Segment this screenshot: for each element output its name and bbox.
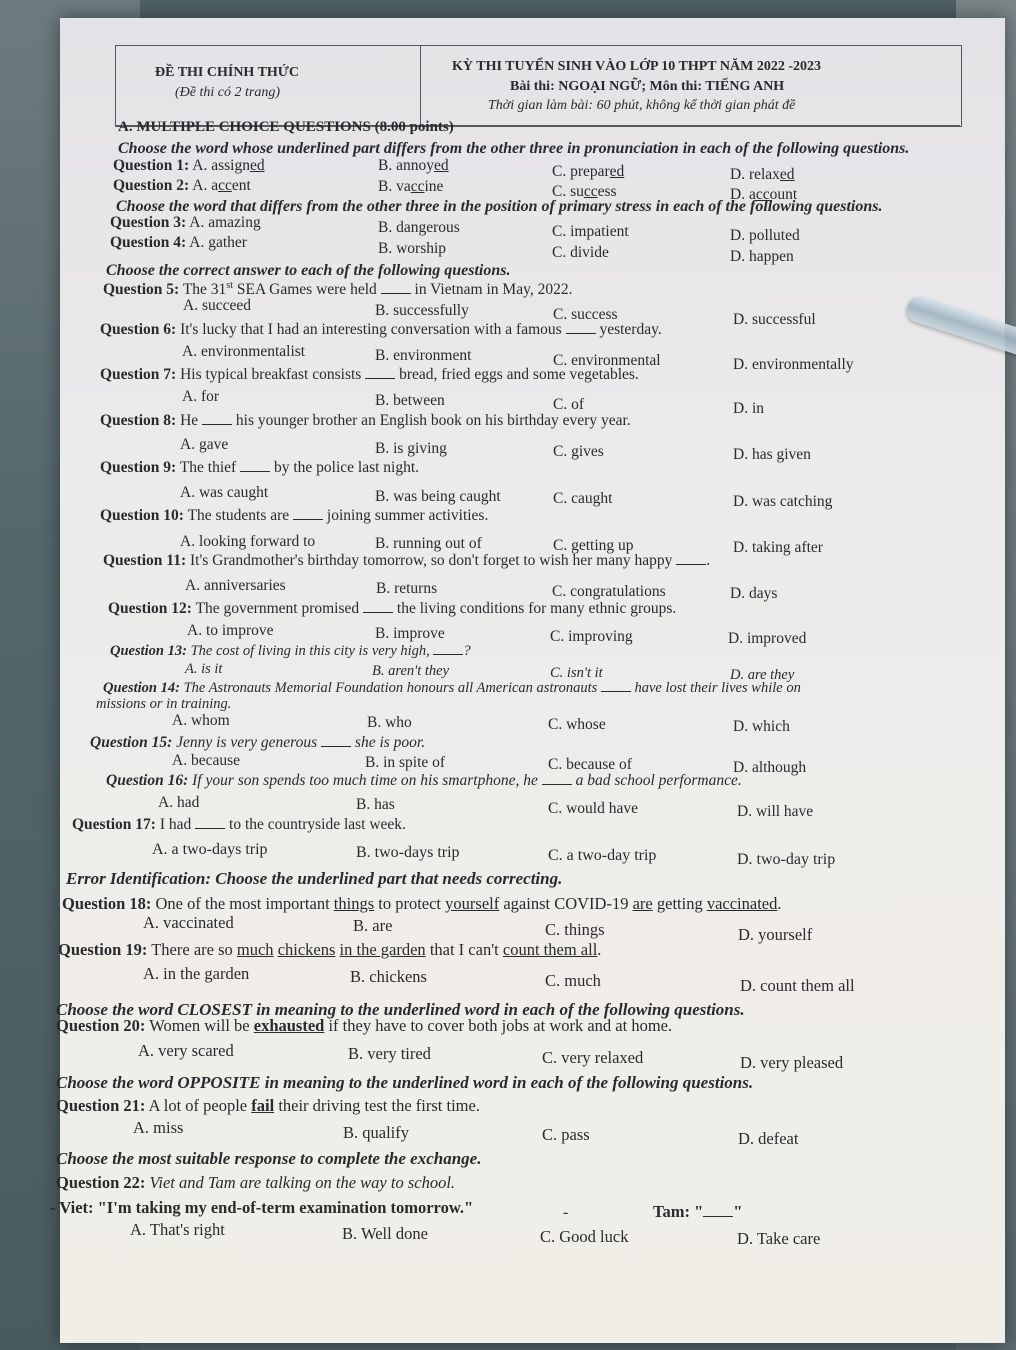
q12-option-a: A. to improve <box>187 622 274 639</box>
q10-stem-start: The students are <box>187 507 294 524</box>
q6-option-c: C. environmental <box>553 352 661 369</box>
q19-underline-3: in the garden <box>339 940 426 959</box>
q18-underline-4: vaccinated <box>706 894 778 913</box>
q9-option-a: A. was caught <box>180 484 269 501</box>
q2-d-underline: cc <box>755 186 770 203</box>
question-label: Question 16: <box>106 772 189 789</box>
q21-stem-start: A lot of people <box>148 1096 252 1115</box>
q14-stem-continued: missions or in training. <box>96 696 232 712</box>
q2-c-text: C. su <box>552 183 584 200</box>
q9-stem-start: The thief <box>179 459 241 476</box>
q7-option-d: D. in <box>733 400 764 417</box>
section-a-title: A. MULTIPLE CHOICE QUESTIONS (8.00 points) <box>118 119 454 135</box>
instruction-stress: Choose the word that differs from the other three in the position of primary stress in each of the following questions. <box>116 198 883 215</box>
question-label: Question 9: <box>100 459 177 476</box>
question-15 <box>90 734 425 752</box>
q1-option-b <box>378 157 449 175</box>
q5-stem-end: in Vietnam in May, 2022. <box>410 281 573 299</box>
q18-text-3: against COVID-19 <box>499 894 633 913</box>
q21-stem-end: their driving test the first time. <box>274 1096 480 1115</box>
q8-stem-start: He <box>180 412 203 429</box>
q3-option-a: A. amazing <box>189 214 261 231</box>
q6-option-b: B. environment <box>375 347 472 364</box>
q15-stem-end: she is poor. <box>351 734 426 751</box>
q17-stem-end: to the countryside last week. <box>225 816 406 833</box>
q22-option-d: D. Take care <box>737 1229 821 1248</box>
question-label: Question 11: <box>103 552 187 569</box>
q6-option-d: D. environmentally <box>733 356 854 373</box>
q18-underline-3: are <box>632 894 653 913</box>
q10-option-a: A. looking forward to <box>180 533 316 550</box>
q21-option-c: C. pass <box>542 1125 590 1144</box>
q5-option-b: B. successfully <box>375 302 469 319</box>
q14-option-c: C. whose <box>548 716 606 733</box>
question-16 <box>106 772 742 790</box>
q17-option-c: C. a two-day trip <box>548 847 657 864</box>
question-21 <box>56 1097 480 1115</box>
q1-c-underline: ed <box>609 163 625 180</box>
question-label: Question 8: <box>100 412 177 429</box>
q8-option-a: A. gave <box>180 436 229 453</box>
q3-option-d: D. polluted <box>730 227 800 244</box>
q22-tam-line <box>653 1203 742 1221</box>
q4-option-c: C. divide <box>552 244 609 261</box>
q19-text-1: There are so <box>151 940 237 959</box>
question-label: Question 7: <box>100 366 177 383</box>
q16-option-b: B. has <box>356 796 395 813</box>
instruction-error-identification: Error Identification: Choose the underlined part that needs correcting. <box>66 869 563 888</box>
question-label: Question 12: <box>108 600 192 617</box>
question-label: Question 6: <box>100 321 177 338</box>
q18-option-b: B. are <box>353 916 393 935</box>
q11-option-d: D. days <box>730 585 778 602</box>
q10-option-b: B. running out of <box>375 535 482 552</box>
header-right-time: Thời gian làm bài: 60 phút, không kể thời gian phát đề <box>488 98 796 113</box>
question-label: Question 22: <box>56 1173 146 1192</box>
q10-option-d: D. taking after <box>733 539 823 556</box>
q21-underlined-word: fail <box>251 1096 275 1115</box>
q12-stem-end: the living conditions for many ethnic groups. <box>393 600 677 617</box>
q2-d-rest: ount <box>769 186 798 203</box>
q20-underlined-word: exhausted <box>253 1016 325 1035</box>
q20-stem-start: Women will be <box>149 1016 254 1035</box>
q11-option-b: B. returns <box>376 580 438 597</box>
q8-option-c: C. gives <box>553 443 604 460</box>
header-right-title: KỲ THI TUYỂN SINH VÀO LỚP 10 THPT NĂM 2022 -2023 <box>452 59 821 74</box>
q20-option-a: A. very scared <box>138 1041 234 1060</box>
q19-option-b: B. chickens <box>350 967 427 986</box>
q1-d-text: D. relax <box>730 166 780 183</box>
q14-stem-end: have lost their lives while on <box>630 680 801 696</box>
q22-stem: Viet and Tam are talking on the way to school. <box>149 1173 456 1192</box>
q3-option-c: C. impatient <box>552 223 629 240</box>
q12-option-c: C. improving <box>550 628 633 645</box>
q2-b-rest: ine <box>424 178 444 195</box>
q13-stem-end: ? <box>463 643 471 659</box>
q9-option-b: B. was being caught <box>375 488 501 505</box>
q1-option-a-underline: ed <box>249 157 265 174</box>
q11-stem-start: It's Grandmother's birthday tomorrow, so don't forget to wish her many happy <box>189 552 677 569</box>
q1-c-text: C. prepar <box>552 163 610 180</box>
q13-option-c: C. isn't it <box>550 665 603 681</box>
q13-option-d: D. are they <box>730 667 795 683</box>
q2-c-rest: ess <box>597 183 617 200</box>
q15-option-c: C. because of <box>548 756 632 773</box>
question-label: Question 5: <box>103 281 180 299</box>
question-label: Question 4: <box>110 234 187 251</box>
q18-option-c: C. things <box>545 920 605 939</box>
header-right-sub: Bài thi: NGOẠI NGỮ; Môn thi: TIẾNG ANH <box>510 79 785 94</box>
question-label: Question 13: <box>110 643 187 659</box>
question-5 <box>103 277 572 299</box>
q18-option-a: A. vaccinated <box>143 913 234 932</box>
q2-a-rest: ent <box>231 177 251 194</box>
q5-stem-mid: SEA Games were held <box>232 281 381 299</box>
question-18 <box>62 895 782 913</box>
question-label: Question 15: <box>90 734 173 751</box>
q19-text-4: that I can't <box>425 940 503 959</box>
q12-option-d: D. improved <box>728 630 807 647</box>
q8-option-d: D. has given <box>733 446 811 463</box>
answer-blank <box>566 321 596 334</box>
question-6 <box>100 321 662 339</box>
q5-option-a: A. succeed <box>183 297 251 314</box>
q9-option-d: D. was catching <box>733 493 833 510</box>
q2-b-text: B. va <box>378 178 411 195</box>
question-13 <box>110 642 471 660</box>
q16-option-a: A. had <box>158 794 200 811</box>
q5-superscript: st <box>226 280 233 291</box>
q2-a-text: A. a <box>192 177 219 194</box>
q17-stem-start: I had <box>159 816 196 833</box>
q5-option-c: C. success <box>553 306 618 323</box>
q2-a-underline: cc <box>218 177 232 194</box>
question-4 <box>110 234 247 252</box>
q18-text-4: getting <box>652 894 707 913</box>
q16-option-c: C. would have <box>548 800 638 817</box>
q4-option-d: D. happen <box>730 248 794 265</box>
question-label: Question 20: <box>56 1016 146 1035</box>
q15-option-b: B. in spite of <box>365 754 446 771</box>
question-label: Question 14: <box>103 680 180 696</box>
instruction-pronunciation: Choose the word whose underlined part differs from the other three in pronunciation in each of the following questions. <box>118 140 910 157</box>
q15-option-d: D. although <box>733 759 807 776</box>
q2-c-underline: cc <box>583 183 598 200</box>
q4-option-a: A. gather <box>189 234 247 251</box>
q20-option-b: B. very tired <box>348 1044 431 1063</box>
question-11 <box>103 552 710 570</box>
q5-option-d: D. successful <box>733 311 816 328</box>
q14-stem-start: The Astronauts Memorial Foundation honours all American astronauts <box>183 680 601 696</box>
q21-option-b: B. qualify <box>343 1123 409 1142</box>
q12-stem-start: The government promised <box>195 600 364 617</box>
q9-stem-end: by the police last night. <box>270 459 420 476</box>
answer-blank <box>601 679 631 692</box>
q22-option-b: B. Well done <box>342 1224 428 1243</box>
q2-option-b <box>378 178 443 196</box>
q16-stem-end: a bad school performance. <box>571 772 742 789</box>
question-label: Question 18: <box>62 894 152 913</box>
q1-b-text: B. annoy <box>378 157 434 174</box>
q21-option-a: A. miss <box>133 1118 184 1137</box>
q17-option-a: A. a two-days trip <box>152 841 268 858</box>
answer-blank <box>381 281 411 294</box>
q19-option-c: C. much <box>545 971 601 990</box>
question-label: Question 10: <box>100 507 184 524</box>
q18-text-1: One of the most important <box>155 894 334 913</box>
q7-option-b: B. between <box>375 392 445 409</box>
q6-stem-start: It's lucky that I had an interesting conversation with a famous <box>180 321 566 338</box>
q18-underline-1: things <box>333 894 375 913</box>
q12-option-b: B. improve <box>375 625 445 642</box>
q22-tam-label: Tam: " <box>653 1202 704 1221</box>
answer-blank <box>195 816 225 829</box>
q19-option-d: D. count them all <box>740 976 855 995</box>
q10-option-c: C. getting up <box>553 537 634 554</box>
answer-blank <box>676 552 706 565</box>
q22-option-c: C. Good luck <box>540 1227 629 1246</box>
q1-option-d <box>730 166 795 184</box>
header-left-sub: (Đề thi có 2 trang) <box>175 85 280 100</box>
q5-stem-start: The 31 <box>182 281 227 299</box>
q8-option-b: B. is giving <box>375 440 447 457</box>
question-20 <box>56 1017 672 1035</box>
q3-option-b: B. dangerous <box>378 219 460 236</box>
q7-option-a: A. for <box>182 388 220 405</box>
question-label: Question 19: <box>58 940 148 959</box>
answer-blank <box>703 1204 733 1217</box>
q22-viet-line: - Viet: "I'm taking my end-of-term examination tomorrow." <box>50 1198 474 1217</box>
q18-text-5: . <box>777 894 782 913</box>
question-2 <box>113 177 251 195</box>
q20-stem-end: if they have to cover both jobs at work and at home. <box>324 1016 673 1035</box>
q2-d-text: D. a <box>730 186 756 203</box>
answer-blank <box>293 507 323 520</box>
answer-blank <box>363 600 393 613</box>
q16-stem-start: If your son spends too much time on his smartphone, he <box>192 772 542 789</box>
q18-text-2: to protect <box>374 894 446 913</box>
q22-option-a: A. That's right <box>130 1220 225 1239</box>
question-17 <box>72 816 406 834</box>
q8-stem-end: his younger brother an English book on his birthday every year. <box>232 412 631 429</box>
instruction-opposite-meaning: Choose the word OPPOSITE in meaning to the underlined word in each of the following questions. <box>56 1073 754 1092</box>
answer-blank <box>542 772 572 785</box>
question-10 <box>100 507 488 525</box>
question-7 <box>100 366 639 384</box>
q20-option-c: C. very relaxed <box>542 1048 644 1067</box>
q1-d-underline: ed <box>779 166 795 183</box>
instruction-correct-answer: Choose the correct answer to each of the following questions. <box>106 262 511 279</box>
q1-b-underline: ed <box>433 157 449 174</box>
q7-stem-start: His typical breakfast consists <box>180 366 366 383</box>
answer-blank <box>240 459 270 472</box>
q7-option-c: C. of <box>553 396 584 413</box>
q13-option-b: B. aren't they <box>372 663 450 679</box>
q18-underline-2: yourself <box>445 894 500 913</box>
q14-option-b: B. who <box>367 714 412 731</box>
question-8 <box>100 412 631 430</box>
q19-option-a: A. in the garden <box>143 964 250 983</box>
answer-blank <box>202 412 232 425</box>
question-12 <box>108 600 676 618</box>
q10-stem-end: joining summer activities. <box>323 507 489 524</box>
q14-option-d: D. which <box>733 718 790 735</box>
answer-blank <box>321 734 351 747</box>
answer-blank <box>433 642 463 655</box>
q19-text-5: . <box>597 940 602 959</box>
question-label: Question 3: <box>110 214 187 231</box>
question-label: Question 21: <box>56 1096 146 1115</box>
q21-option-d: D. defeat <box>738 1129 799 1148</box>
q13-option-a: A. is it <box>185 661 223 677</box>
header-left-title: ĐỀ THI CHÍNH THỨC <box>155 65 300 80</box>
answer-blank <box>365 366 395 379</box>
question-9 <box>100 459 419 477</box>
q15-option-a: A. because <box>172 752 240 769</box>
q13-stem-start: The cost of living in this city is very high, <box>190 643 434 659</box>
q11-option-a: A. anniversaries <box>185 577 286 594</box>
q11-option-c: C. congratulations <box>552 583 666 600</box>
q18-option-d: D. yourself <box>738 925 813 944</box>
q22-tam-end: " <box>733 1202 743 1221</box>
q15-stem-start: Jenny is very generous <box>176 734 322 751</box>
q7-stem-end: bread, fried eggs and some vegetables. <box>395 366 639 383</box>
instruction-closest-meaning: Choose the word CLOSEST in meaning to the underlined word in each of the following questions. <box>56 1000 745 1019</box>
q17-option-b: B. two-days trip <box>356 844 460 861</box>
q11-stem-end: . <box>706 552 711 569</box>
q6-option-a: A. environmentalist <box>182 343 306 360</box>
question-label: Question 17: <box>72 816 156 833</box>
q9-option-c: C. caught <box>553 490 613 507</box>
q19-underline-4: count them all <box>502 940 598 959</box>
q14-option-a: A. whom <box>172 712 230 729</box>
question-3 <box>110 214 261 232</box>
question-label: Question 2: <box>113 177 190 194</box>
q20-option-d: D. very pleased <box>740 1053 844 1072</box>
header-divider <box>420 45 421 125</box>
question-1 <box>113 157 265 175</box>
q19-underline-1: much <box>236 940 274 959</box>
instruction-response: Choose the most suitable response to complete the exchange. <box>56 1149 482 1168</box>
q1-option-c <box>552 163 624 181</box>
q22-dash: - <box>563 1204 569 1221</box>
q16-option-d: D. will have <box>737 803 814 820</box>
question-22 <box>56 1174 455 1192</box>
q6-stem-end: yesterday. <box>595 321 662 338</box>
q19-underline-2: chickens <box>277 940 336 959</box>
question-label: Question 1: <box>113 157 190 174</box>
q2-b-underline: cc <box>410 178 425 195</box>
q17-option-d: D. two-day trip <box>737 851 836 868</box>
q1-option-a: A. assign <box>192 157 250 174</box>
q4-option-b: B. worship <box>378 240 447 257</box>
question-19 <box>58 941 601 959</box>
